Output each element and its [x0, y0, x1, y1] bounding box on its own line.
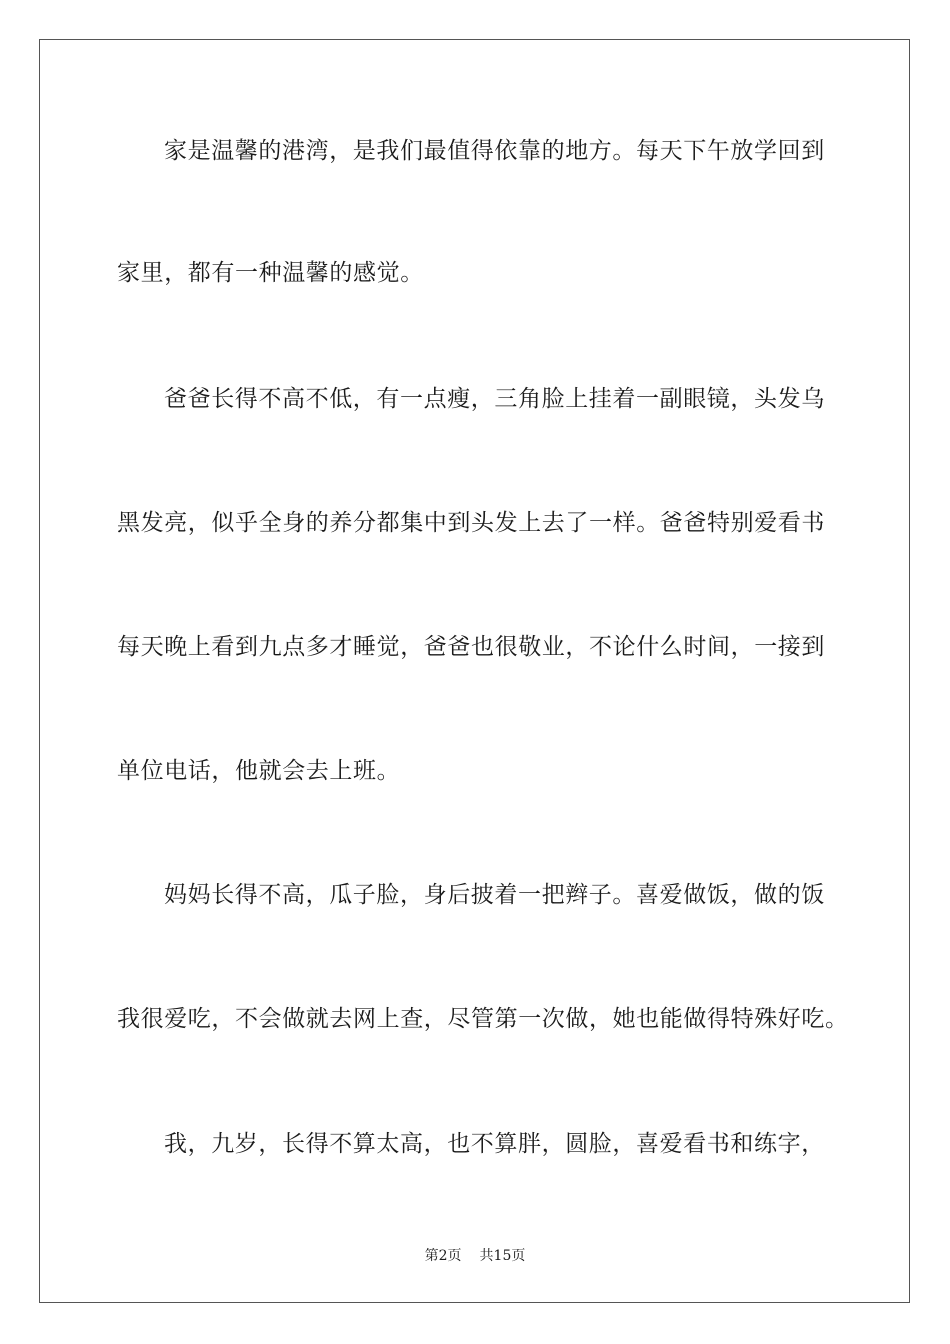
total-pages: 共15页: [479, 1248, 526, 1264]
paragraph-line: 每天晚上看到九点多才睡觉，爸爸也很敬业，不论什么时间，一接到: [117, 634, 825, 660]
paragraph-line: 家里，都有一种温馨的感觉。: [117, 260, 424, 286]
page-border: [39, 39, 910, 1303]
paragraph-line: 我，九岁，长得不算太高，也不算胖，圆脸，喜爱看书和练字，: [164, 1131, 825, 1157]
paragraph-line: 妈妈长得不高，瓜子脸，身后披着一把辫子。喜爱做饭，做的饭: [164, 882, 825, 908]
paragraph-line: 单位电话，他就会去上班。: [117, 758, 401, 784]
page-footer: [0, 1247, 950, 1265]
paragraph-line: 黑发亮，似乎全身的养分都集中到头发上去了一样。爸爸特别爱看书: [117, 510, 825, 536]
paragraph-line: 爸爸长得不高不低，有一点瘦，三角脸上挂着一副眼镜，头发乌: [164, 386, 825, 412]
current-page-number: 第2页: [424, 1248, 462, 1264]
paragraph-line: 家是温馨的港湾，是我们最值得依靠的地方。每天下午放学回到: [164, 138, 825, 164]
paragraph-line: 我很爱吃，不会做就去网上查，尽管第一次做，她也能做得特殊好吃。: [117, 1006, 849, 1032]
